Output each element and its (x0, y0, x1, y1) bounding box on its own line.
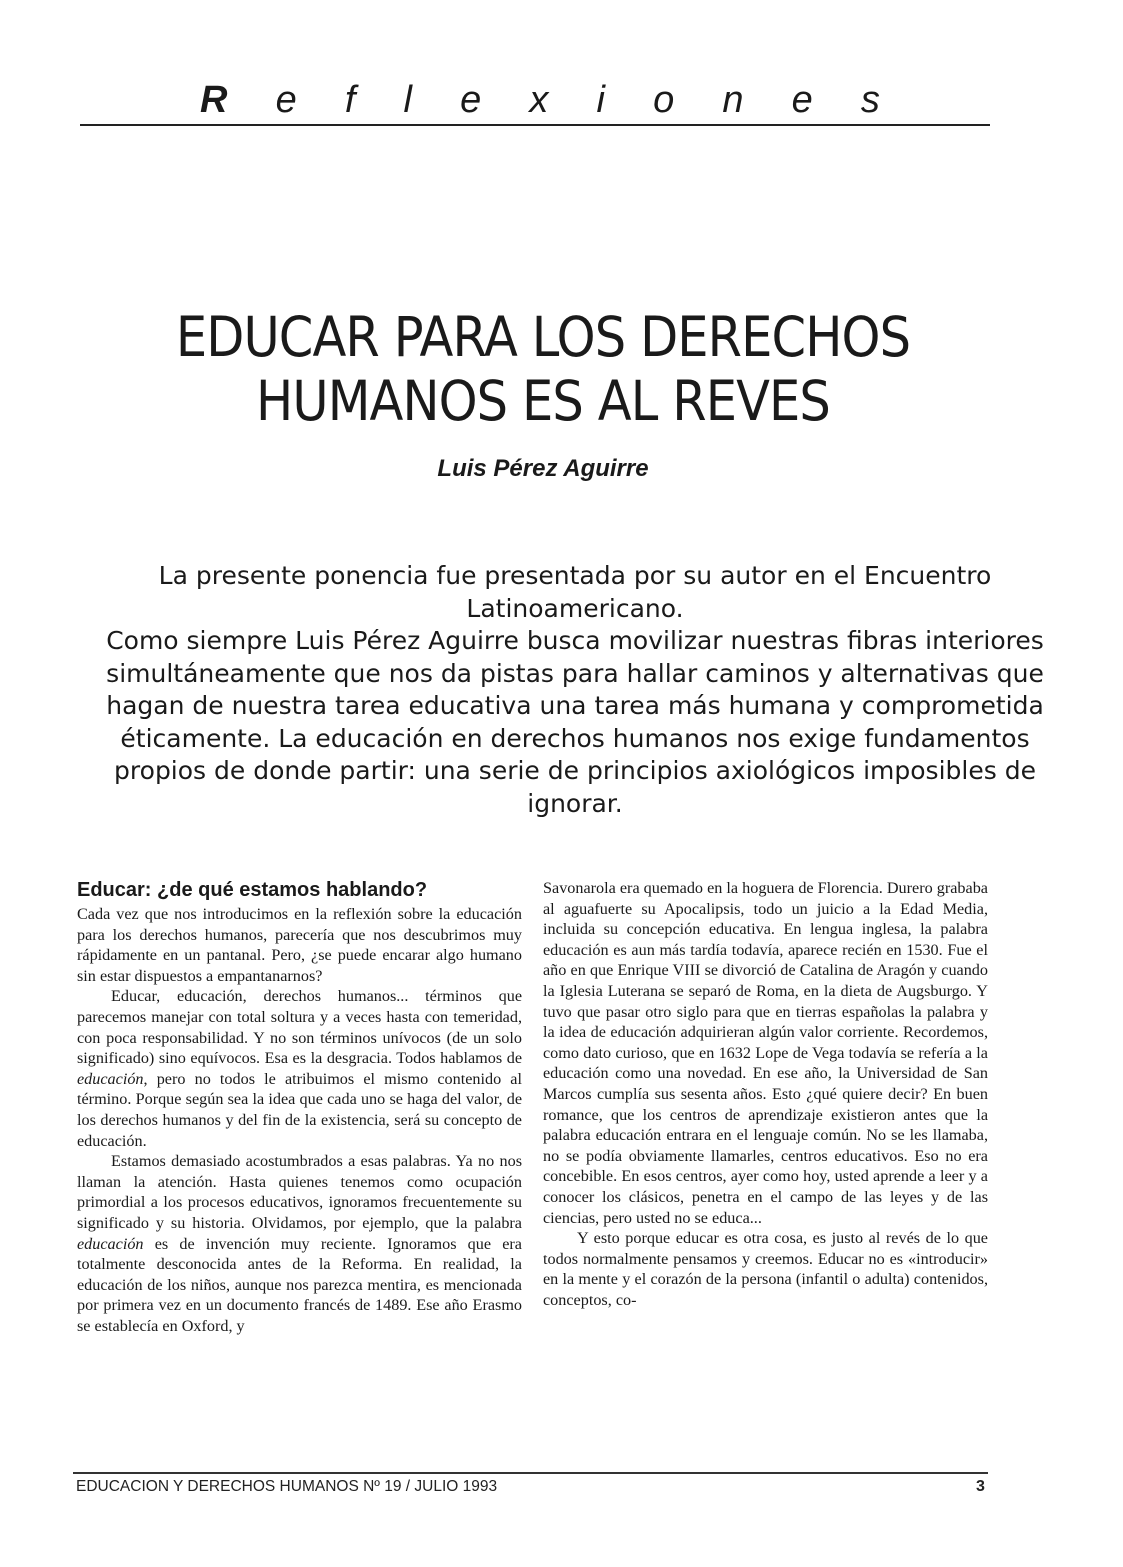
author-byline: Luis Pérez Aguirre (437, 455, 649, 482)
section-letter: R (200, 79, 228, 121)
title-line-2: HUMANOS ES AL REVES (256, 369, 830, 433)
section-letter: n (722, 79, 744, 121)
article-title (108, 305, 977, 433)
article-column-right (543, 878, 988, 1310)
section-header (80, 78, 990, 128)
intro-abstract (95, 560, 1055, 820)
article-paragraph: Savonarola era quemado en la hoguera de Florencia. Durero grababa al aguafuerte su Apocalipsis, todo un juicio a la Edad Media, incluida su concepción educativa. En lengua inglesa, la palabra educación es aun más tardía todavía, aparece recién en 1530. Fue el año en que Enrique VIII se divorció de Catalina de Aragón y cuando la Iglesia Luterana se separó de Roma, en la dieta de Augsburgo. Y tuvo que pasar otro siglo para que en tierras españolas la palabra y la idea de educación adquirieran algún valor corriente. Recordemos, como dato curioso, que en 1632 Lope de Vega todavía se refería a la educación como una novedad. En ese año, la Universidad de San Marcos cumplía sus sesenta años. Esto ¿qué quiere decir? En buen romance, que los centros de aprendizaje existieron antes que la palabra educación entrara en el lenguaje común. No se les llamaba, no se podía obviamente llamarles, centros educativos. Eso no era concebible. En esos centros, ayer como hoy, usted aprende a leer y a conocer los clásicos, penetra en el campo de las leyes y de las ciencias, pero usted no se educa... (543, 879, 988, 1227)
article-subheading: Educar: ¿de qué estamos hablando? (77, 879, 428, 901)
intro-paragraph: Como siempre Luis Pérez Aguirre busca movilizar nuestras fibras interiores simultáneamente que nos da pistas para hallar caminos y alternativas que hagan de nuestra tarea educativa una tarea más humana y comprometida éticamente. La educación en derechos humanos nos exige fundamentos propios de donde partir: una serie de principios axiológicos imposibles de ignorar. (106, 626, 1044, 818)
header-divider (80, 124, 990, 126)
section-letter: s (860, 79, 880, 121)
section-letter: x (529, 79, 549, 121)
section-letter: e (275, 79, 297, 121)
article-paragraph: Cada vez que nos introducimos en la reflexión sobre la educación para los derechos humanos, parecería que nos descubrimos muy rápidamente en un pantanal. Pero, ¿se puede encarar algo humano sin estar dispuestos a empantanarnos? (77, 905, 522, 985)
article-paragraph: Educar, educación, derechos humanos... términos que parecemos manejar con total soltura y a veces hasta con temeridad, con poca responsabilidad. Y no son términos unívocos (de un solo significado) sino equívocos. Esa es la desgracia. Todos hablamos de educación, pero no todos le atribuimos el mismo contenido al término. Porque según sea la idea que cada uno se haga del valor, de los derechos humanos y del fin de la existencia, será su concepto de educación. (77, 987, 522, 1150)
article-column-left (77, 878, 522, 1336)
intro-paragraph: La presente ponencia fue presentada por su autor en el Encuentro Latinoamericano. (158, 561, 992, 623)
article-paragraph: Y esto porque educar es otra cosa, es justo al revés de lo que todos normalmente pensamos y creemos. Educar no es «introducir» en la mente y el corazón de la persona (infantil o adulta) contenidos, conceptos, co- (543, 1229, 988, 1309)
footer-divider (73, 1472, 988, 1474)
section-letter: i (596, 79, 605, 121)
article-paragraph: Estamos demasiado acostumbrados a esas palabras. Ya no nos llaman la atención. Hasta quienes tenemos como ocupación primordial a los procesos educativos, ignoramos frecuentemente su significado y su historia. Olvidamos, por ejemplo, que la palabra educación es de invención muy reciente. Ignoramos que era totalmente desconocida antes de la Reforma. En realidad, la educación de los niños, aunque nos parezca mentira, es mencionada por primera vez en un documento francés de 1489. Ese año Erasmo se establecía en Oxford, y (77, 1152, 522, 1335)
section-letter: f (344, 79, 356, 121)
title-line-1: EDUCAR PARA LOS DERECHOS (175, 305, 911, 369)
emphasis: educación (77, 1234, 144, 1253)
section-letter: l (403, 79, 412, 121)
page-number: 3 (976, 1478, 985, 1495)
emphasis: educación (77, 1069, 144, 1088)
section-letter: o (653, 79, 675, 121)
section-letter: e (791, 79, 813, 121)
footer-publication: EDUCACION Y DERECHOS HUMANOS Nº 19 / JULIO 1993 (76, 1478, 498, 1495)
section-letter: e (460, 79, 482, 121)
section-title (200, 78, 880, 122)
